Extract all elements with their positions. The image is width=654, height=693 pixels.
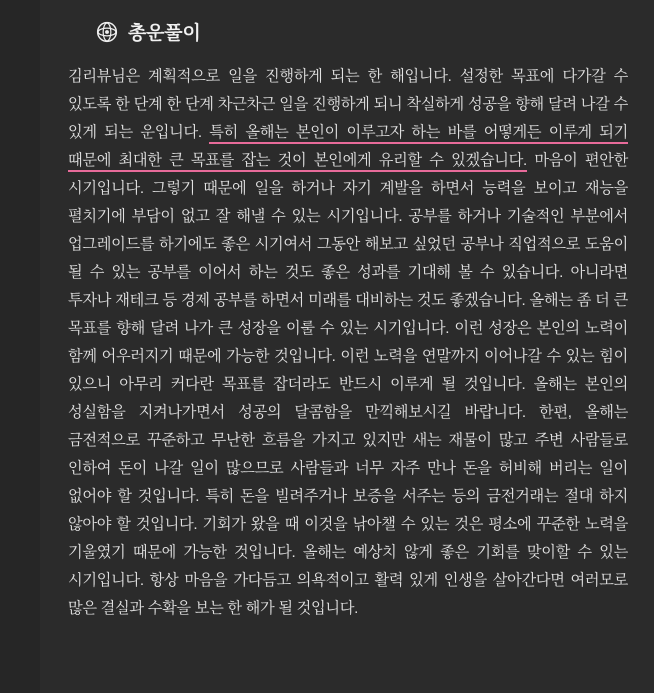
page-title: 총운풀이 — [128, 23, 201, 44]
section-heading — [96, 18, 632, 45]
content-area — [40, 0, 654, 693]
highlighted-sentence: 특히 올해는 본인이 이루고자 하는 바를 어떻게든 이루게 되기 때문에 최대한 큰 목표를 잡는 것이 본인에게 유리할 수 있겠습니다. — [68, 124, 628, 172]
paragraph-part-two: 마음이 편안한 시기입니다. 그렇기 때문에 일을 하거나 자기 계발을 하면서 능력을 보이고 재능을 펼치기에 부담이 없고 잘 해낼 수 있는 시기입니다. 공부를 하거나 기술적인 부분에서 업그레이드를 하기에도 좋은 시기여서 그동안 해보고 싶었던 공부나 직업적으로 도움이 될 수 있는 공부를 이어서 하는 것도 좋은 성과를 기대해 볼 수 있습니다. 아니라면 투자나 재테크 등 경제 공부를 하면서 미래를 대비하는 것도 좋겠습니다. 올해는 좀 더 큰 목표를 향해 달려 나가 큰 성장을 이룰 수 있는 시기입니다. 이런 성장은 본인의 노력이 함께 어우러지기 때문에 가능한 것입니다. 이런 노력을 연말까지 이어나갈 수 있는 힘이 있으니 아무리 커다란 목표를 잡더라도 반드시 이루게 될 것입니다. 올해는 본인의 성실함을 지켜나가면서 성공의 달콤함을 만끽해보시길 바랍니다. 한편, 올해는 금전적으로 꾸준하고 무난한 흐름을 가지고 있지만 새는 재물이 많고 주변 사람들로 인하여 돈이 나갈 일이 많으므로 사람들과 너무 자주 만나 돈을 허비해 버리는 일이 없어야 할 것입니다. 특히 돈을 빌려주거나 보증을 서주는 등의 금전거래는 절대 하지 않아야 할 것입니다. 기회가 왔을 때 이것을 낚아챌 수 있는 것은 평소에 꾸준한 노력을 기울였기 때문에 가능한 것입니다. 올해는 예상치 않게 좋은 기회를 맞이할 수 있는 시기입니다. 항상 마음을 가다듬고 의욕적이고 활력 있게 인생을 살아간다면 여러모로 많은 결실과 수확을 보는 한 해가 될 것입니다. — [68, 152, 628, 617]
flower-emblem-icon — [96, 21, 118, 43]
paragraph-part-one: 김리뷰님은 계획적으로 일을 진행하게 되는 한 해입니다. 설정한 목표에 다가갈 수 있도록 한 단계 한 단계 차근차근 일을 진행하게 되니 착실하게 성공을 향해 달려 나갈 수 있게 되는 운입니다. — [68, 68, 628, 141]
left-rail — [0, 0, 40, 693]
fortune-paragraph — [68, 63, 632, 623]
